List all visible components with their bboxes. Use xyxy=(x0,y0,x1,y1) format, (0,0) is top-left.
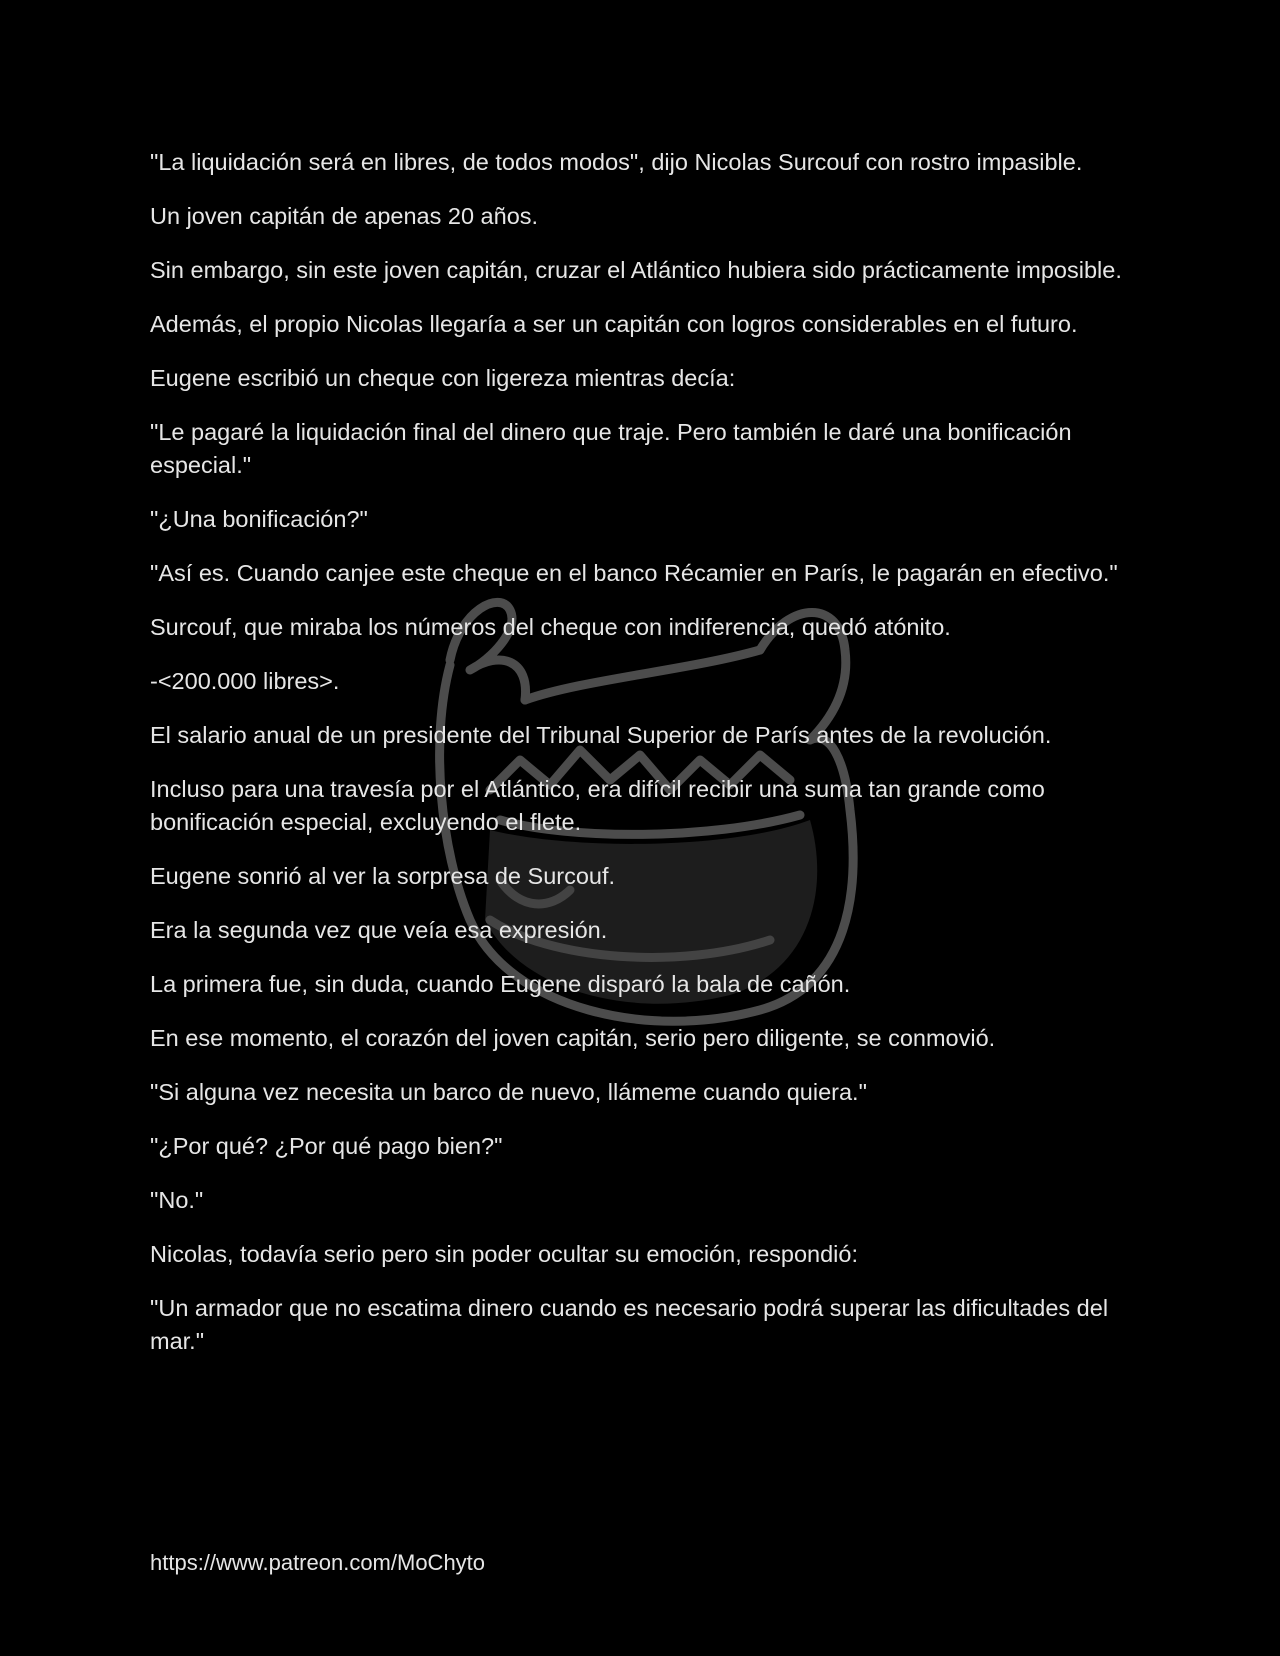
paragraph: La primera fue, sin duda, cuando Eugene disparó la bala de cañón. xyxy=(150,971,851,997)
paragraph: En ese momento, el corazón del joven capitán, serio pero diligente, se conmovió. xyxy=(150,1025,996,1051)
paragraph: -<200.000 libres>. xyxy=(150,668,340,694)
paragraph: El salario anual de un presidente del Tribunal Superior de París antes de la revolución. xyxy=(150,722,1052,748)
paragraph: "Si alguna vez necesita un barco de nuevo, llámeme cuando quiera." xyxy=(150,1079,867,1105)
paragraph: "¿Por qué? ¿Por qué pago bien?" xyxy=(150,1133,503,1159)
paragraph: "No." xyxy=(150,1187,204,1213)
text-body xyxy=(150,146,1150,1379)
paragraph: Surcouf, que miraba los números del cheque con indiferencia, quedó atónito. xyxy=(150,614,951,640)
paragraph: Nicolas, todavía serio pero sin poder ocultar su emoción, respondió: xyxy=(150,1241,858,1267)
paragraph: Incluso para una travesía por el Atlántico, era difícil recibir una suma tan grande como bonificación especial, excluyendo el flete. xyxy=(150,776,1045,835)
paragraph: "¿Una bonificación?" xyxy=(150,506,368,532)
paragraph: "Así es. Cuando canjee este cheque en el banco Récamier en París, le pagarán en efectivo." xyxy=(150,560,1118,586)
paragraph: Un joven capitán de apenas 20 años. xyxy=(150,203,539,229)
paragraph: Eugene sonrió al ver la sorpresa de Surcouf. xyxy=(150,863,616,889)
paragraph: "Le pagaré la liquidación final del dinero que traje. Pero también le daré una bonificación especial." xyxy=(150,419,1072,478)
paragraph: Eugene escribió un cheque con ligereza mientras decía: xyxy=(150,365,736,391)
paragraph: Sin embargo, sin este joven capitán, cruzar el Atlántico hubiera sido prácticamente imposible. xyxy=(150,257,1122,283)
paragraph: Era la segunda vez que veía esa expresión. xyxy=(150,917,608,943)
paragraph: "Un armador que no escatima dinero cuando es necesario podrá superar las dificultades del mar." xyxy=(150,1295,1109,1354)
patreon-link[interactable]: https://www.patreon.com/MoChyto xyxy=(150,1550,486,1575)
paragraph: Además, el propio Nicolas llegaría a ser un capitán con logros considerables en el futuro. xyxy=(150,311,1078,337)
paragraph: "La liquidación será en libres, de todos modos", dijo Nicolas Surcouf con rostro impasible. xyxy=(150,149,1083,175)
